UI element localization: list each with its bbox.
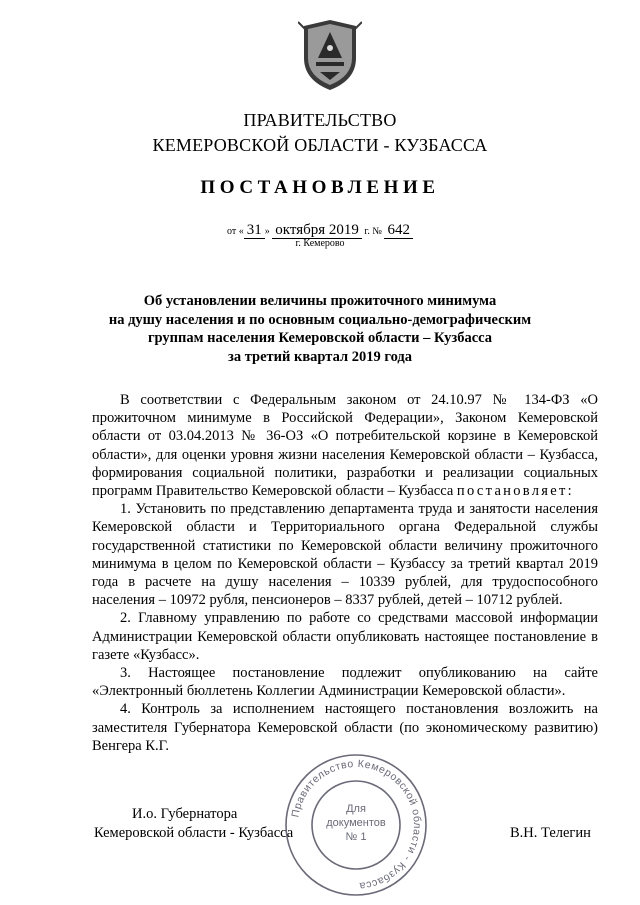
intro-text: В соответствии с Федеральным законом от 24.10.97 № 134-ФЗ «О прожиточном минимуме в Российской Федерации», Законом Кемеровской области от 03.04.2013 № 36-ОЗ «О потребительской корзине в Кемеровской области», для оценки уровня жизни населения Кемеровской области – Кузбасса, формирования социальной политики, разработки и реализации социальных программ Правительство Кемеровской области – Кузбасса <box>92 392 598 500</box>
document-type: ПОСТАНОВЛЕНИЕ <box>200 177 440 198</box>
government-line-2: КЕМЕРОВСКОЙ ОБЛАСТИ - КУЗБАССА <box>152 135 488 155</box>
paragraph-3: 3. Настоящее постановление подлежит опубликованию на сайте «Электронный бюллетень Коллегии Администрации Кемеровской области». <box>92 665 598 700</box>
paragraph-2: 2. Главному управлению по работе со средствами массовой информации Администрации Кемеровской области опубликовать настоящее постановление в газете «Кузбасс». <box>92 610 598 663</box>
stamp-line-1: Для <box>346 803 366 815</box>
date-sep: » <box>264 226 270 237</box>
title-line-3: группам населения Кемеровской области – Кузбасса <box>147 330 493 346</box>
signatory-name: В.Н. Телегин <box>510 825 591 841</box>
stamp-ring-text: Правительство Кемеровской области - Кузбасса <box>289 757 424 892</box>
document-title <box>80 292 560 366</box>
coat-of-arms-icon <box>298 18 362 92</box>
title-line-4: за третий квартал 2019 года <box>228 348 412 365</box>
date-line <box>0 222 640 239</box>
document-body <box>92 391 598 755</box>
government-line-1: ПРАВИТЕЛЬСТВО <box>243 110 397 130</box>
date-month-year: октября 2019 <box>272 222 362 239</box>
signatory-position-2: Кемеровской области - Кузбасса <box>94 825 294 841</box>
paragraph-4: 4. Контроль за исполнением настоящего постановления возложить на заместителя Губернатора Кемеровской области (по экономическому развитию) Венгера К.Г. <box>92 701 598 754</box>
date-day: 31 <box>244 222 265 239</box>
date-year-suffix: г. <box>364 226 370 237</box>
number-label: № <box>372 226 382 237</box>
stamp-line-3: № 1 <box>345 831 367 843</box>
title-line-1: Об установлении величины прожиточного минимума <box>143 293 497 309</box>
city-label: г. Кемерово <box>295 238 345 249</box>
document-number: 642 <box>384 222 413 239</box>
resolves-word: постановляет: <box>456 483 574 500</box>
date-from-label: от « <box>227 226 244 237</box>
signatory-position-1: И.о. Губернатора <box>132 806 238 822</box>
title-line-2: на душу населения и по основным социально-демографическим <box>108 311 532 328</box>
paragraph-1: 1. Установить по представлению департамента труда и занятости населения Кемеровской области и Территориального органа Федеральной службы государственной статистики по Кемеровской области величину прожиточного минимума в целом по Кемеровской области – Кузбассу за третий квартал 2019 года в расчете на душу населения – 10339 рублей, для трудоспособного населения – 10972 рубля, пенсионеров – 8337 рублей, детей – 10712 рублей. <box>92 501 598 609</box>
official-stamp <box>283 752 429 898</box>
stamp-line-2: документов <box>326 817 386 829</box>
intro-paragraph <box>92 391 598 500</box>
